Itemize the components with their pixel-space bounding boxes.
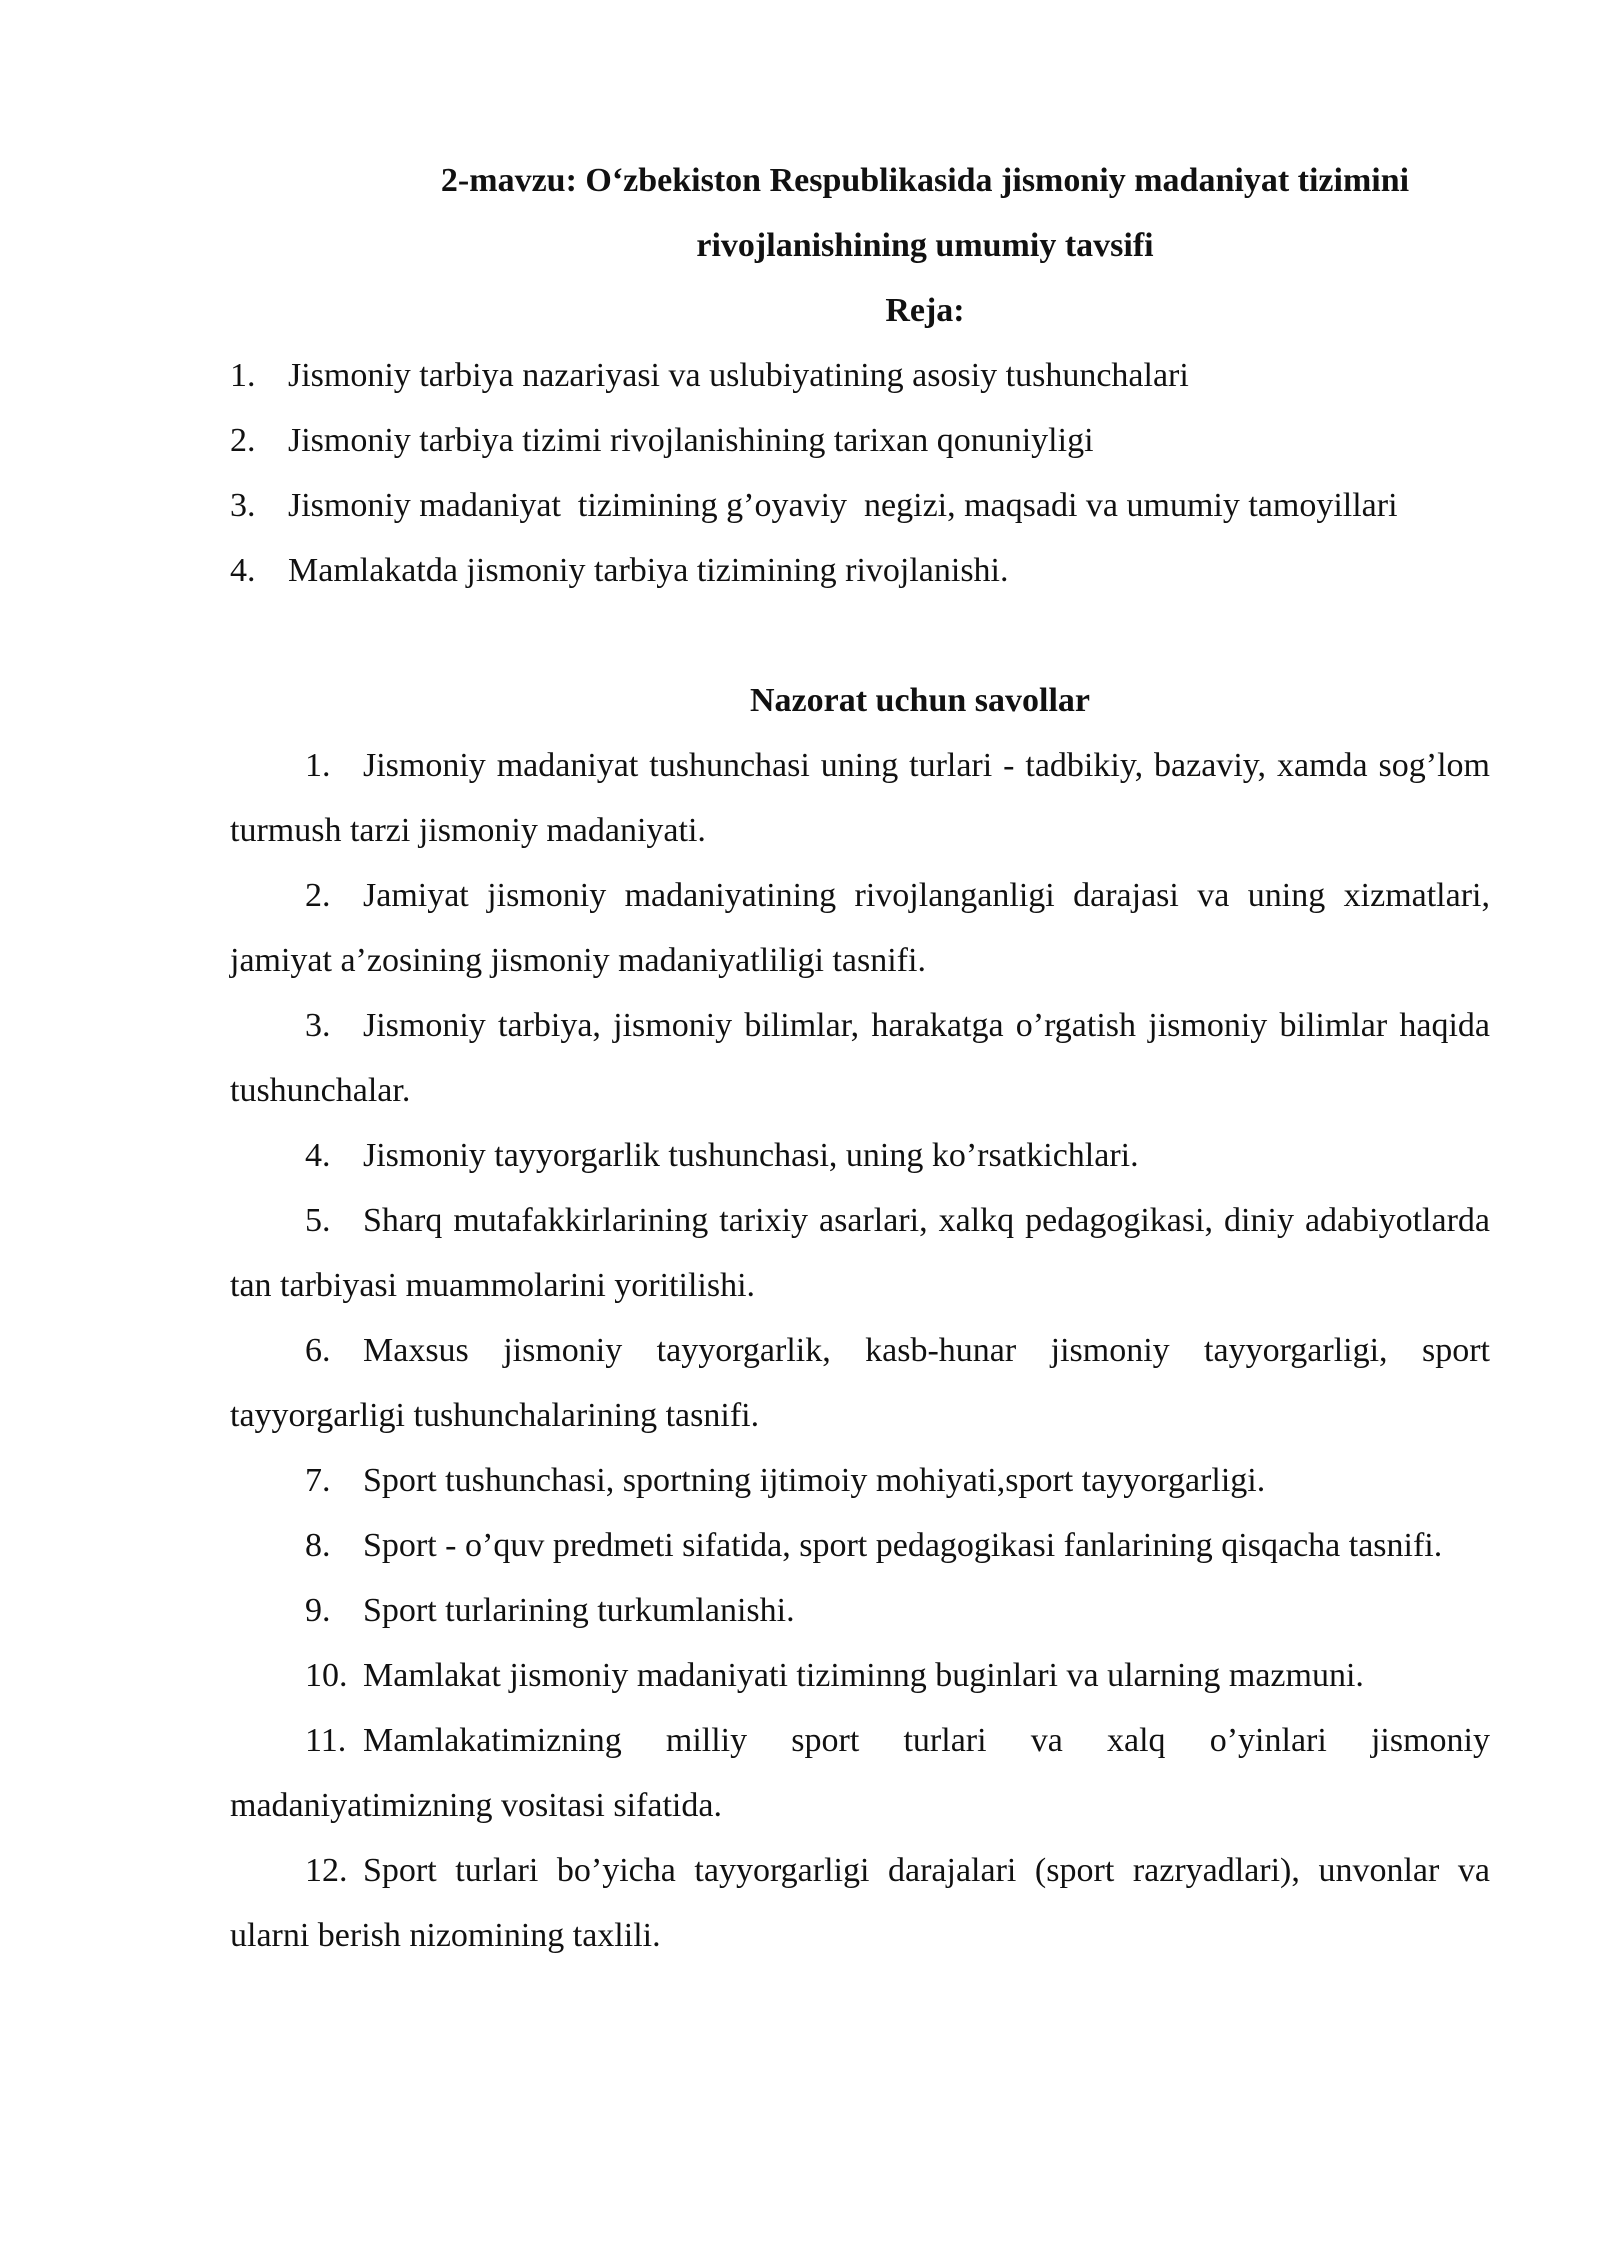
plan-item-text: Jismoniy tarbiya tizimi rivojlanishining tarixan qonuniyligi bbox=[288, 422, 1094, 459]
question-text: Jismoniy tarbiya, jismoniy bilimlar, harakatga o’rgatish jismoniy bilimlar haqida tushunchalar. bbox=[230, 1007, 1490, 1109]
topic-title-line-1: 2-mavzu: O‘zbekiston Respublikasida jismoniy madaniyat tizimini bbox=[440, 162, 1410, 199]
plan-item-text: Mamlakatda jismoniy tarbiya tizimining rivojlanishi. bbox=[288, 552, 1009, 589]
question-number: 9. bbox=[305, 1592, 331, 1629]
question-item bbox=[230, 1643, 1490, 1708]
plan-item-number: 3. bbox=[230, 487, 256, 524]
question-item bbox=[230, 1578, 1490, 1643]
question-number: 2. bbox=[305, 877, 331, 914]
topic-title-line-2: rivojlanishining umumiy tavsifi bbox=[696, 227, 1154, 264]
question-text: Sport - o’quv predmeti sifatida, sport pedagogikasi fanlarining qisqacha tasnifi. bbox=[363, 1527, 1443, 1564]
question-item bbox=[230, 1448, 1490, 1513]
question-number: 7. bbox=[305, 1462, 331, 1499]
question-item bbox=[230, 1838, 1490, 1968]
question-text: Sport turlari bo’yicha tayyorgarligi darajalari (sport razryadlari), unvonlar va ularni berish nizomining taxlili. bbox=[230, 1852, 1490, 1954]
spacer bbox=[230, 603, 1490, 668]
plan-item-text: Jismoniy madaniyat tizimining g’oyaviy negizi, maqsadi va umumiy tamoyillari bbox=[288, 487, 1398, 524]
question-text: Jismoniy tayyorgarlik tushunchasi, uning ko’rsatkichlari. bbox=[363, 1137, 1139, 1174]
question-item bbox=[230, 1708, 1490, 1838]
questions-heading: Nazorat uchun savollar bbox=[750, 682, 1090, 719]
question-text: Mamlakatimizning milliy sport turlari va xalq o’yinlari jismoniy madaniyatimizning vositasi sifatida. bbox=[230, 1722, 1490, 1824]
question-number: 10. bbox=[305, 1657, 348, 1694]
question-item bbox=[230, 1513, 1490, 1578]
questions-list bbox=[230, 733, 1490, 1968]
plan-item-number: 1. bbox=[230, 357, 256, 394]
question-text: Maxsus jismoniy tayyorgarlik, kasb-hunar jismoniy tayyorgarligi, sport tayyorgarligi tushunchalarining tasnifi. bbox=[230, 1332, 1490, 1434]
question-text: Jamiyat jismoniy madaniyatining rivojlanganligi darajasi va uning xizmatlari, jamiyat a’zosining jismoniy madaniyatliligi tasnifi. bbox=[230, 877, 1490, 979]
plan-item-number: 4. bbox=[230, 552, 256, 589]
question-number: 12. bbox=[305, 1852, 348, 1889]
topic-title bbox=[230, 148, 1490, 278]
plan-item-text: Jismoniy tarbiya nazariyasi va uslubiyatining asosiy tushunchalari bbox=[288, 357, 1189, 394]
plan-item bbox=[230, 408, 1490, 473]
question-item bbox=[230, 733, 1490, 863]
question-text: Sport turlarining turkumlanishi. bbox=[363, 1592, 795, 1629]
plan-list bbox=[230, 343, 1490, 603]
question-number: 3. bbox=[305, 1007, 331, 1044]
question-text: Jismoniy madaniyat tushunchasi uning turlari - tadbikiy, bazaviy, xamda sog’lom turmush tarzi jismoniy madaniyati. bbox=[230, 747, 1490, 849]
question-number: 8. bbox=[305, 1527, 331, 1564]
plan-heading: Reja: bbox=[885, 292, 965, 329]
plan-item-number: 2. bbox=[230, 422, 256, 459]
question-text: Sport tushunchasi, sportning ijtimoiy mohiyati,sport tayyorgarligi. bbox=[363, 1462, 1266, 1499]
question-number: 11. bbox=[305, 1722, 347, 1759]
question-number: 4. bbox=[305, 1137, 331, 1174]
document-body bbox=[230, 148, 1490, 1968]
question-item bbox=[230, 1188, 1490, 1318]
plan-item bbox=[230, 343, 1490, 408]
question-number: 6. bbox=[305, 1332, 331, 1369]
question-text: Mamlakat jismoniy madaniyati tiziminng buginlari va ularning mazmuni. bbox=[363, 1657, 1364, 1694]
question-item bbox=[230, 1123, 1490, 1188]
question-item bbox=[230, 993, 1490, 1123]
question-item bbox=[230, 1318, 1490, 1448]
plan-item bbox=[230, 538, 1490, 603]
question-text: Sharq mutafakkirlarining tarixiy asarlari, xalkq pedagogikasi, diniy adabiyotlarda tan tarbiyasi muammolarini yoritilishi. bbox=[230, 1202, 1490, 1304]
question-number: 1. bbox=[305, 747, 331, 784]
plan-item bbox=[230, 473, 1490, 538]
question-number: 5. bbox=[305, 1202, 331, 1239]
question-item bbox=[230, 863, 1490, 993]
